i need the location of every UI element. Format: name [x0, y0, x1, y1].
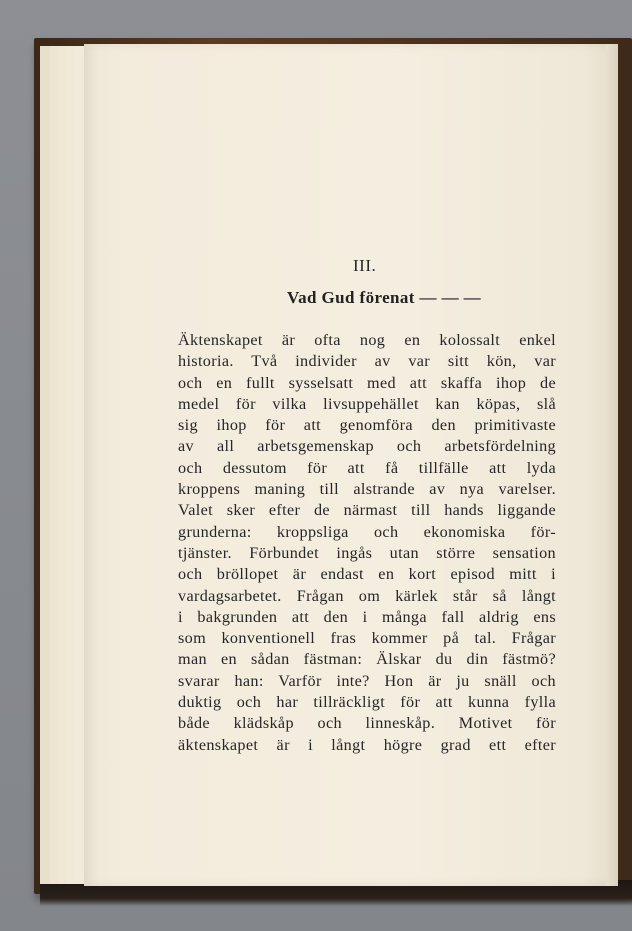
chapter-number: III. [353, 256, 377, 275]
text-line: duktig och har tillräckligt för att kunna fylla [178, 693, 556, 712]
text-line: man en sådan fästman: Älskar du din fästmö? [178, 650, 556, 669]
chapter-body [178, 330, 556, 756]
text-line: som konventionell fras kommer på tal. Frågar [178, 629, 556, 648]
text-line: Valet sker efter de närmast till hands liggande [178, 501, 556, 520]
text-line: i bakgrunden att den i många fall aldrig ens [178, 607, 556, 626]
text-line: sig ihop för att genomföra den primitivaste [178, 416, 556, 435]
text-line: både klädskåp och linneskåp. Motivet för [178, 714, 556, 733]
text-line: tjänster. Förbundet ingås utan större sensation [178, 543, 556, 562]
text-line: och bröllopet är endast en kort episod mitt i [178, 565, 556, 584]
text-line: svarar han: Varför inte? Hon är ju snäll och [178, 671, 556, 690]
text-line: äktenskapet är i långt högre grad ett efter [178, 735, 556, 754]
text-line: Äktenskapet är ofta nog en kolossalt enkel [178, 331, 556, 349]
text-line: vardagsarbetet. Frågan om kärlek står så långt [178, 586, 556, 605]
text-line: och dessutom för att få tillfälle att lyda [178, 458, 556, 477]
text-line: av all arbetsgemenskap och arbetsfördelning [178, 437, 556, 456]
text-line: grunderna: kroppsliga och ekonomiska för- [178, 522, 556, 541]
text-line: medel för vilka livsuppehället kan köpas, slå [178, 394, 556, 413]
text-line: kroppens maning till alstrande av nya varelser. [178, 480, 556, 499]
chapter-title: Vad Gud förenat — — — [287, 288, 482, 307]
text-line: och en fullt sysselsatt med att skaffa ihop de [178, 373, 556, 392]
text-line: historia. Två individer av var sitt kön, var [178, 352, 556, 371]
page-gutter [606, 44, 618, 886]
